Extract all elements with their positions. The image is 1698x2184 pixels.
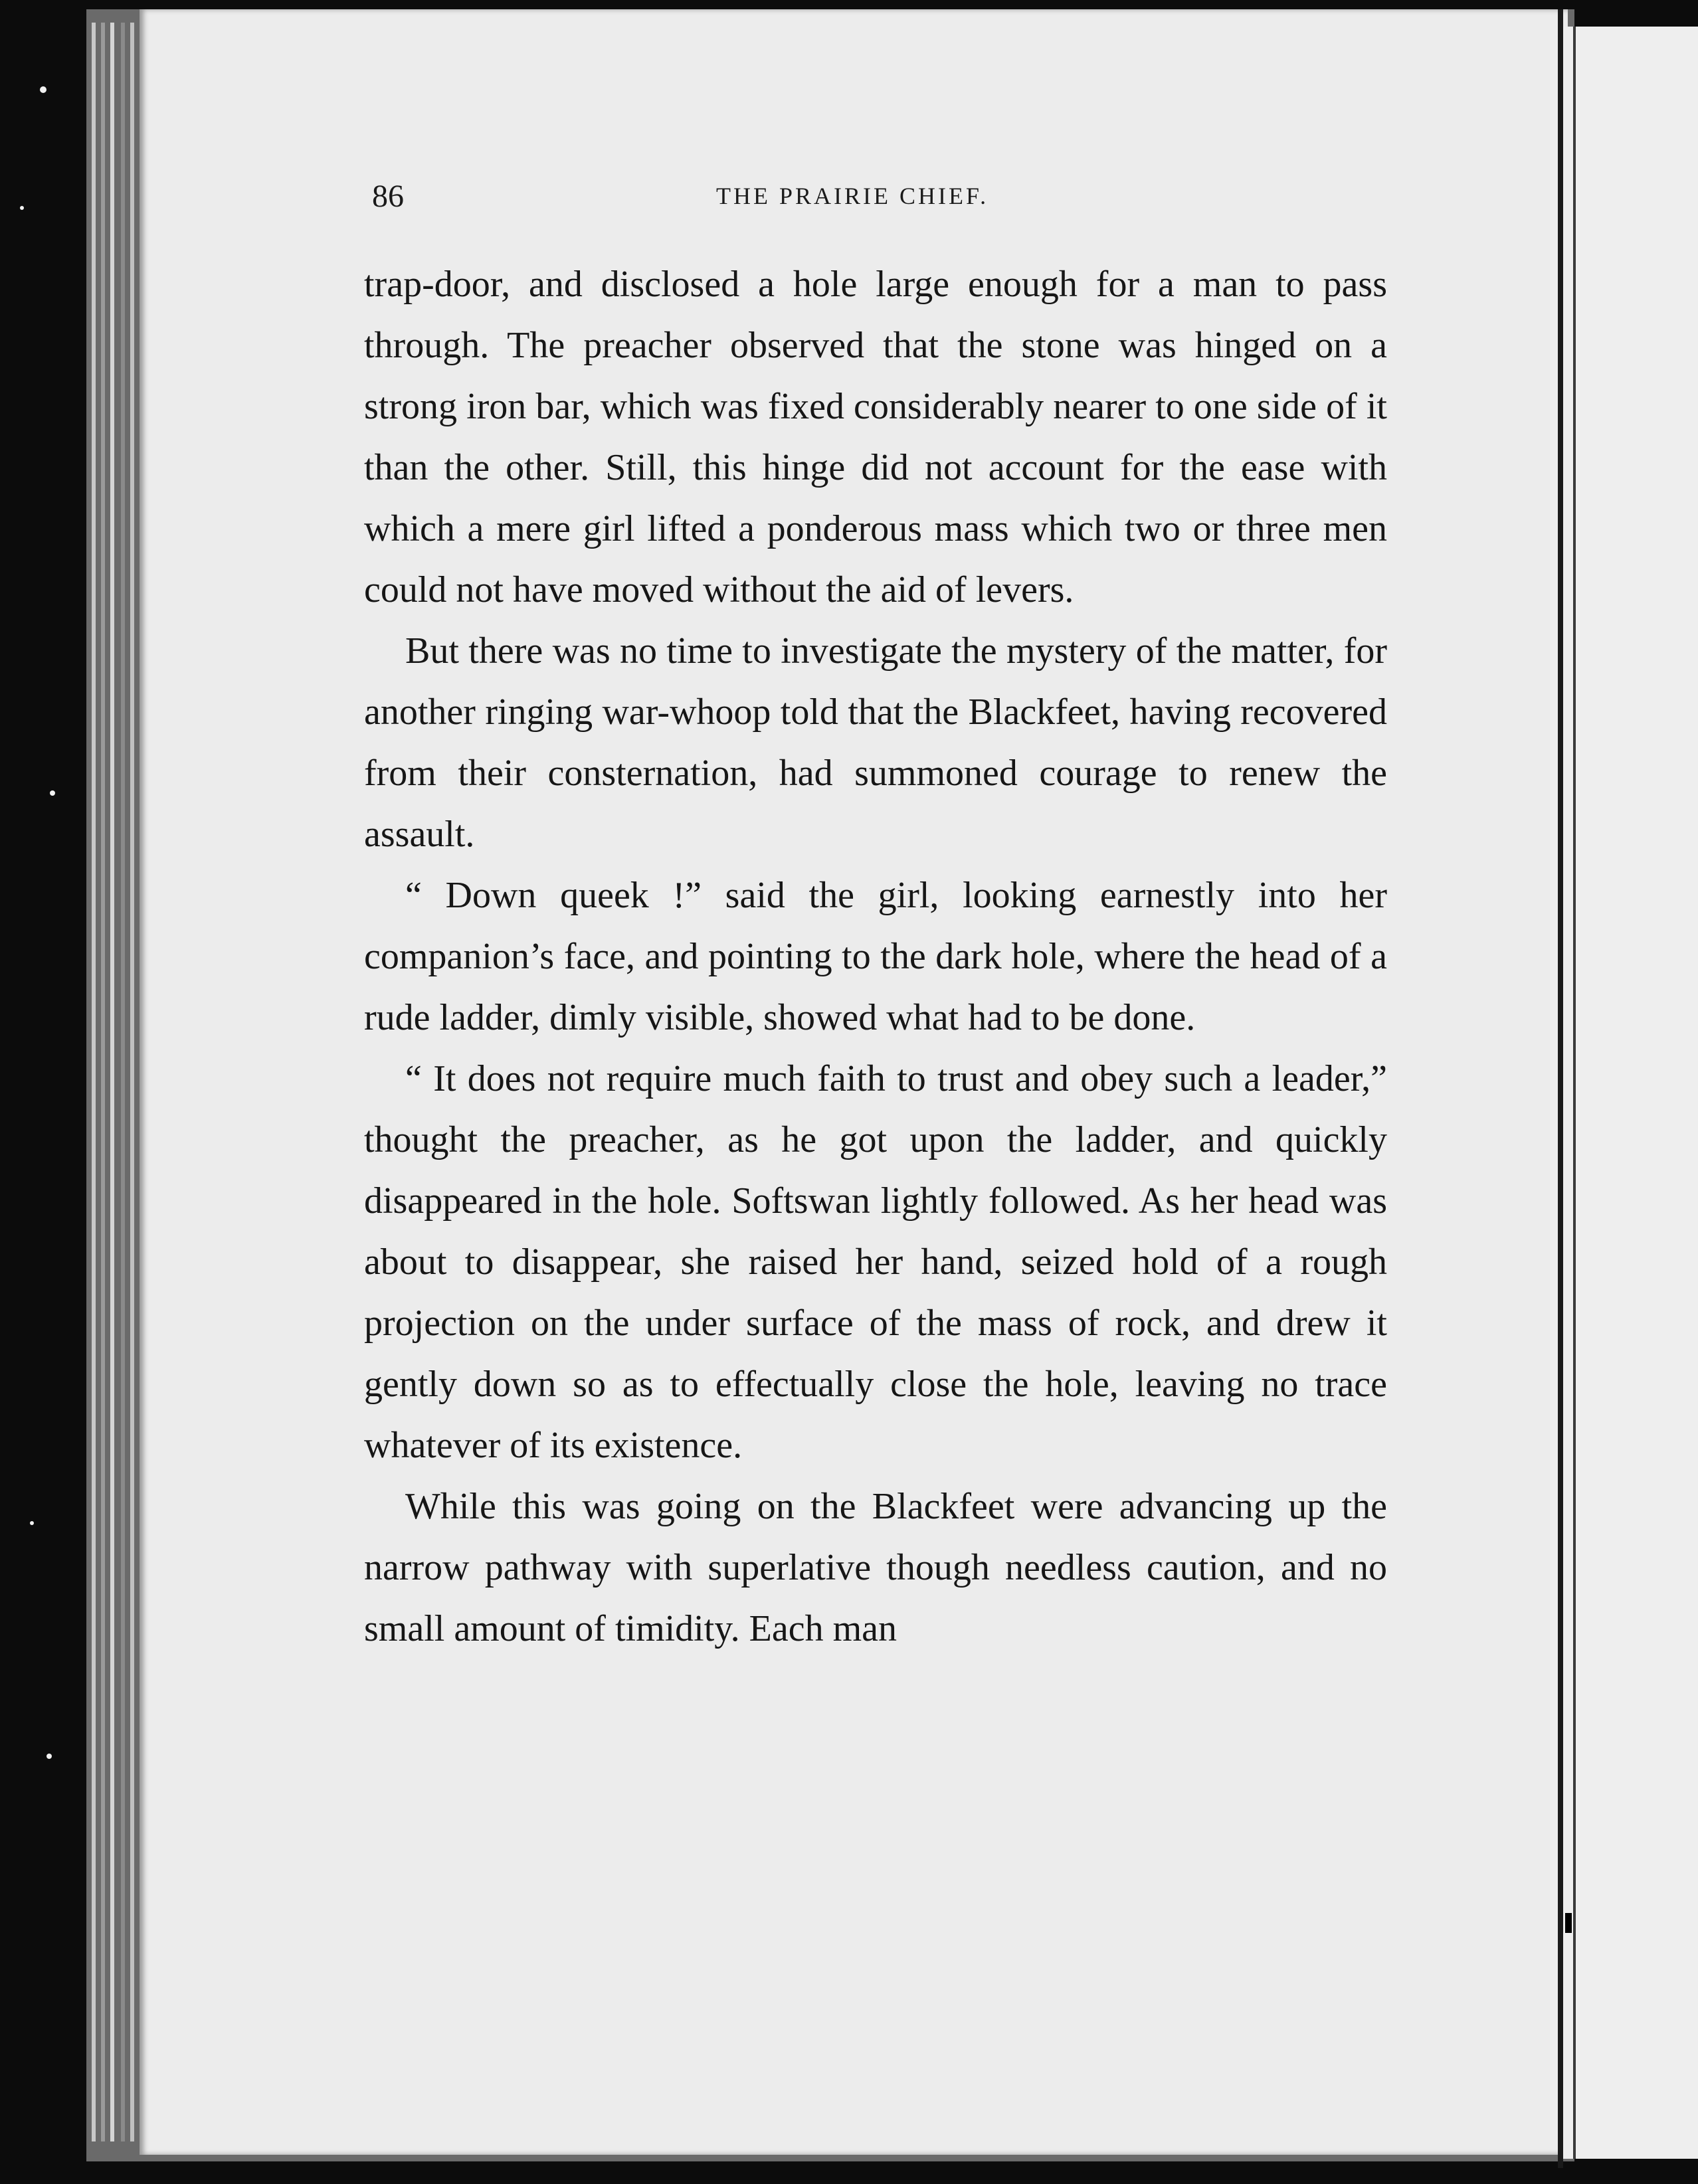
paragraph: trap-door, and disclosed a hole large enough for a man to pass through. The preacher observed that the stone was hinged on a strong iron bar, which was fixed considerably nearer to one side of it than the other. Still, this hinge did not account for the ease with which a mere girl lifted a ponderous mass which two or three men could not have moved without the aid of levers. bbox=[364, 264, 1387, 610]
page-edge bbox=[121, 23, 125, 2141]
page-edge bbox=[110, 23, 114, 2141]
page-gutter bbox=[1558, 9, 1563, 2168]
facing-page-edge bbox=[1573, 27, 1576, 2159]
paragraph: But there was no time to investigate the mystery of the matter, for another ringing war-whoop told that the Blackfeet, having recovered from their consternation, had summoned courage to renew the assault. bbox=[364, 630, 1387, 855]
paragraph: While this was going on the Blackfeet were advancing up the narrow pathway with superlative though needless caution, and no small amount of timidity. Each man bbox=[364, 1486, 1387, 1649]
page-edge bbox=[101, 23, 105, 2141]
page-edge bbox=[92, 23, 96, 2141]
page-number: 86 bbox=[372, 179, 404, 214]
running-title: THE PRAIRIE CHIEF. bbox=[716, 183, 989, 209]
dust-speck bbox=[50, 790, 55, 796]
running-head bbox=[0, 178, 1698, 218]
facing-page bbox=[1563, 27, 1698, 2159]
body-text bbox=[364, 254, 1387, 1659]
ink-mark bbox=[1565, 1913, 1572, 1933]
paragraph: “ It does not require much faith to trust and obey such a leader,” thought the preacher, as he got upon the ladder, and quickly disappeared in the hole. Softswan lightly followed. As her head was about to disappear, she raised her hand, seized hold of a rough projection on the under surface of the mass of rock, and drew it gently down so as to effectually close the hole, leaving no trace whatever of its existence. bbox=[364, 1058, 1387, 1466]
paragraph: “ Down queek !” said the girl, looking earnestly into her companion’s face, and pointing to the dark hole, where the head of a rude ladder, dimly visible, showed what had to be done. bbox=[364, 875, 1387, 1038]
dust-speck bbox=[40, 86, 47, 93]
page-edge bbox=[130, 23, 134, 2141]
dust-speck bbox=[47, 1754, 52, 1759]
dust-speck bbox=[30, 1521, 34, 1525]
